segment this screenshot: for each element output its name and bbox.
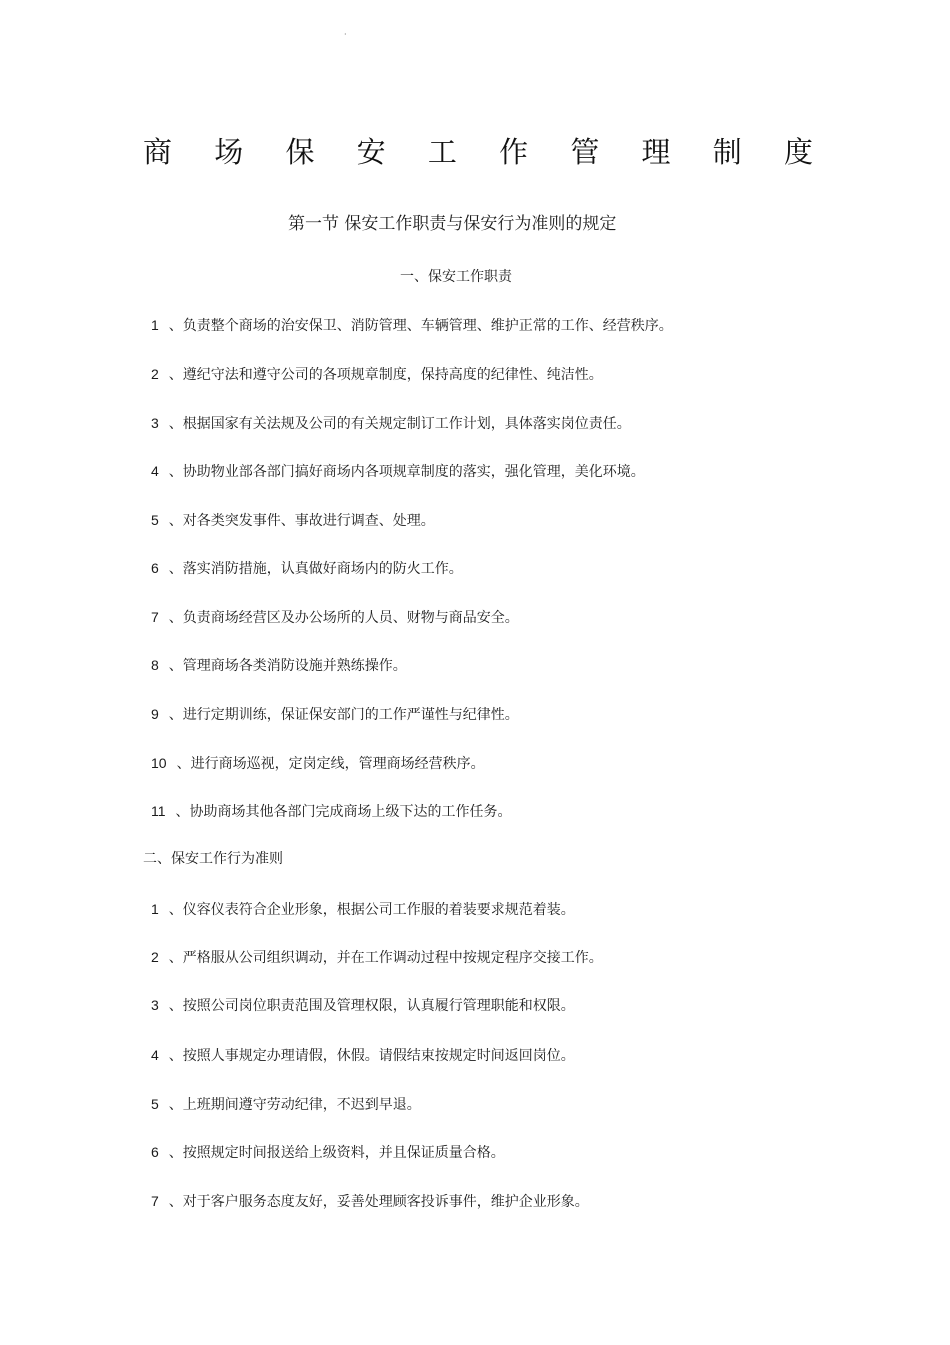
item-number: 5: [151, 1096, 159, 1112]
list-item: [151, 945, 603, 970]
title-char: 作: [499, 135, 529, 169]
item-text: 、负责商场经营区及办公场所的人员、财物与商品安全。: [168, 610, 519, 626]
list-item: [151, 993, 575, 1018]
list-item: [151, 411, 631, 436]
item-number: 4: [151, 1047, 159, 1063]
list-item: [151, 362, 603, 387]
list-item: [151, 605, 519, 630]
section-title-text: 第一节 保安工作职责与保安行为准则的规定: [288, 214, 617, 234]
item-number: 1: [151, 317, 159, 333]
item-number: 7: [151, 1193, 159, 1209]
item-number: 11: [151, 803, 166, 819]
item-number: 3: [151, 415, 159, 431]
item-number: 5: [151, 512, 159, 528]
item-text: 、仪容仪表符合企业形象，根据公司工作服的着装要求规范着装。: [168, 902, 575, 918]
item-number: 2: [151, 949, 159, 965]
title-char: 制: [712, 135, 742, 169]
item-text: 、严格服从公司组织调动，并在工作调动过程中按规定程序交接工作。: [168, 950, 603, 966]
list-item: [151, 556, 463, 581]
list-item: [151, 653, 407, 678]
item-number: 3: [151, 997, 159, 1013]
item-number: 6: [151, 1144, 159, 1160]
item-number: 2: [151, 366, 159, 382]
list-item: [151, 313, 673, 338]
title-char: 保: [285, 135, 315, 169]
title-char: 理: [641, 135, 671, 169]
item-number: 4: [151, 463, 159, 479]
title-char: 商: [143, 135, 173, 169]
list-item: [151, 1092, 421, 1117]
item-number: 9: [151, 706, 159, 722]
title-char: 安: [356, 135, 386, 169]
list-item: [151, 1043, 575, 1068]
document-title: [143, 130, 813, 174]
list-item: [151, 897, 575, 922]
item-number: 10: [151, 755, 167, 771]
item-text: 、根据国家有关法规及公司的有关规定制订工作计划，具体落实岗位责任。: [168, 416, 631, 432]
item-text: 、进行定期训练，保证保安部门的工作严谨性与纪律性。: [168, 707, 519, 723]
list-item: [151, 799, 512, 824]
title-char: 管: [570, 135, 600, 169]
item-number: 6: [151, 560, 159, 576]
part2-heading: 二、保安工作行为准则: [143, 851, 283, 867]
list-item: [151, 508, 435, 533]
list-item: [151, 751, 485, 776]
list-item: [151, 1189, 589, 1214]
list-item: [151, 459, 645, 484]
item-text: 、对各类突发事件、事故进行调查、处理。: [168, 513, 435, 529]
item-text: 、管理商场各类消防设施并熟练操作。: [168, 658, 407, 674]
item-text: 、按照人事规定办理请假，休假。请假结束按规定时间返回岗位。: [168, 1048, 575, 1064]
item-text: 、进行商场巡视，定岗定线，管理商场经营秩序。: [176, 756, 485, 772]
header-mark: ·: [344, 30, 347, 39]
title-char: 工: [427, 135, 457, 169]
item-text: 、协助物业部各部门搞好商场内各项规章制度的落实，强化管理，美化环境。: [168, 464, 645, 480]
title-char: 度: [783, 135, 813, 169]
list-item: [151, 702, 519, 727]
item-text: 、按照规定时间报送给上级资料，并且保证质量合格。: [168, 1145, 505, 1161]
item-text: 、遵纪守法和遵守公司的各项规章制度，保持高度的纪律性、纯洁性。: [168, 367, 603, 383]
item-text: 、上班期间遵守劳动纪律，不迟到早退。: [168, 1097, 421, 1113]
title-char: 场: [214, 135, 244, 169]
item-number: 1: [151, 901, 159, 917]
item-text: 、按照公司岗位职责范围及管理权限，认真履行管理职能和权限。: [168, 998, 575, 1014]
item-number: 8: [151, 657, 159, 673]
list-item: [151, 1140, 505, 1165]
item-text: 、负责整个商场的治安保卫、消防管理、车辆管理、维护正常的工作、经营秩序。: [168, 318, 673, 334]
item-text: 、协助商场其他各部门完成商场上级下达的工作任务。: [175, 804, 512, 820]
item-text: 、对于客户服务态度友好，妥善处理顾客投诉事件，维护企业形象。: [168, 1194, 589, 1210]
item-text: 、落实消防措施，认真做好商场内的防火工作。: [168, 561, 463, 577]
part1-heading: 一、保安工作职责: [400, 269, 512, 285]
item-number: 7: [151, 609, 159, 625]
